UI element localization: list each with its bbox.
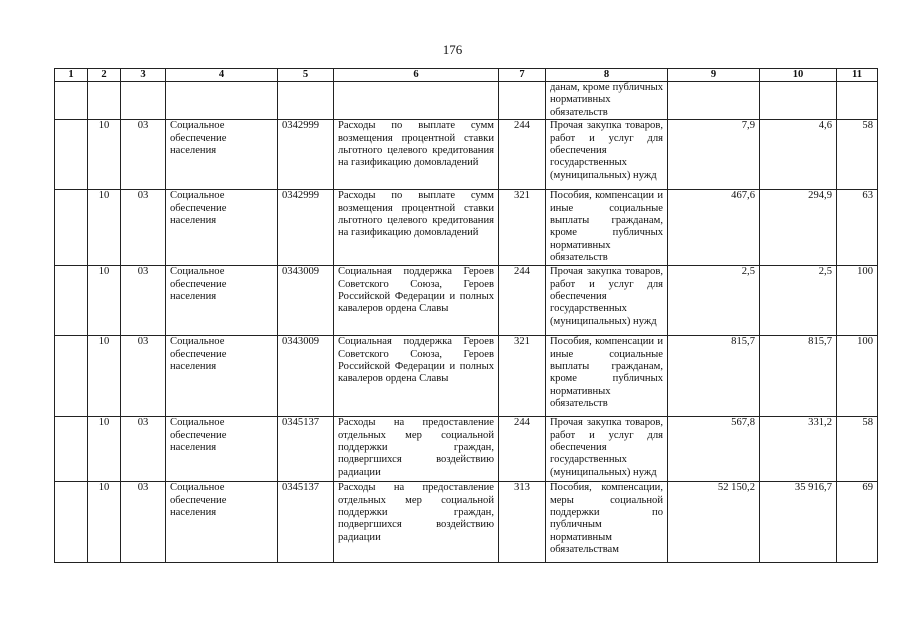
expense-code-cell: 321 — [499, 336, 546, 417]
section-cell: 10 — [88, 266, 121, 336]
expense-code-cell: 244 — [499, 417, 546, 482]
actual-value-cell: 815,7 — [760, 336, 837, 417]
column-header: 8 — [546, 69, 668, 82]
plan-value-cell: 467,6 — [668, 190, 760, 266]
table-row — [55, 266, 878, 336]
article-name-cell: Социальная поддержка Героев Советского Союза, Героев Российской Федерации и полных кавалеров ордена Славы — [334, 266, 499, 336]
column-header: 7 — [499, 69, 546, 82]
percent-cell: 58 — [837, 120, 878, 190]
target-article-cell: 0342999 — [278, 190, 334, 266]
table-row — [55, 417, 878, 482]
section-name-cell: Социальное обеспечение населения — [166, 266, 278, 336]
percent-cell: 100 — [837, 266, 878, 336]
actual-value-cell: 2,5 — [760, 266, 837, 336]
subsection-cell: 03 — [121, 482, 166, 563]
percent-cell: 58 — [837, 417, 878, 482]
section-cell: 10 — [88, 120, 121, 190]
table-cell — [55, 417, 88, 482]
section-name-cell: Социальное обеспечение населения — [166, 482, 278, 563]
table-cell — [55, 82, 88, 120]
plan-value-cell: 7,9 — [668, 120, 760, 190]
section-name-cell: Социальное обеспечение населения — [166, 336, 278, 417]
article-name-cell: Расходы по выплате сумм возмещения процентной ставки льготного целевого кредитования на газификацию домовладений — [334, 120, 499, 190]
table-cell — [837, 82, 878, 120]
column-header: 6 — [334, 69, 499, 82]
percent-cell: 69 — [837, 482, 878, 563]
table-cell — [499, 82, 546, 120]
section-cell: 10 — [88, 482, 121, 563]
section-name-cell: Социальное обеспечение населения — [166, 417, 278, 482]
expense-code-cell: 244 — [499, 266, 546, 336]
target-article-cell: 0345137 — [278, 482, 334, 563]
expense-type-cell: Прочая закупка товаров, работ и услуг для обеспечения государственных (муниципальных) нужд — [546, 120, 668, 190]
article-name-cell: Социальная поддержка Героев Советского Союза, Героев Российской Федерации и полных кавалеров ордена Славы — [334, 336, 499, 417]
percent-cell: 100 — [837, 336, 878, 417]
target-article-cell: 0343009 — [278, 266, 334, 336]
table-cell — [55, 336, 88, 417]
plan-value-cell: 2,5 — [668, 266, 760, 336]
subsection-cell: 03 — [121, 266, 166, 336]
continuation-row — [55, 82, 878, 120]
expense-type-cell: Прочая закупка товаров, работ и услуг для обеспечения государственных (муниципальных) нужд — [546, 417, 668, 482]
plan-value-cell: 52 150,2 — [668, 482, 760, 563]
plan-value-cell: 567,8 — [668, 417, 760, 482]
actual-value-cell: 294,9 — [760, 190, 837, 266]
budget-table — [54, 68, 878, 563]
table-cell — [166, 82, 278, 120]
table-cell — [760, 82, 837, 120]
expense-type-cell: данам, кроме публичных нормативных обязательств — [546, 82, 668, 120]
subsection-cell: 03 — [121, 120, 166, 190]
percent-cell: 63 — [837, 190, 878, 266]
expense-type-cell: Пособия, компенсации, меры социальной поддержки по публичным нормативным обязательствам — [546, 482, 668, 563]
article-name-cell: Расходы по выплате сумм возмещения процентной ставки льготного целевого кредитования на газификацию домовладений — [334, 190, 499, 266]
expense-code-cell: 244 — [499, 120, 546, 190]
column-header: 5 — [278, 69, 334, 82]
table-cell — [55, 190, 88, 266]
actual-value-cell: 35 916,7 — [760, 482, 837, 563]
plan-value-cell: 815,7 — [668, 336, 760, 417]
expense-type-cell: Пособия, компенсации и иные социальные выплаты гражданам, кроме публичных нормативных обязательств — [546, 190, 668, 266]
table-cell — [88, 82, 121, 120]
section-name-cell: Социальное обеспечение населения — [166, 120, 278, 190]
actual-value-cell: 331,2 — [760, 417, 837, 482]
subsection-cell: 03 — [121, 336, 166, 417]
page-number: 176 — [442, 42, 463, 57]
subsection-cell: 03 — [121, 190, 166, 266]
column-header: 2 — [88, 69, 121, 82]
expense-type-cell: Прочая закупка товаров, работ и услуг для обеспечения государственных (муниципальных) нужд — [546, 266, 668, 336]
column-header: 11 — [837, 69, 878, 82]
table-cell — [55, 482, 88, 563]
table-row — [55, 190, 878, 266]
target-article-cell: 0343009 — [278, 336, 334, 417]
table-row — [55, 120, 878, 190]
column-header: 3 — [121, 69, 166, 82]
subsection-cell: 03 — [121, 417, 166, 482]
table-row — [55, 482, 878, 563]
target-article-cell: 0342999 — [278, 120, 334, 190]
table-cell — [121, 82, 166, 120]
article-name-cell: Расходы на предоставление отдельных мер социальной поддержки граждан, подвергшихся воздействию радиации — [334, 417, 499, 482]
expense-code-cell: 321 — [499, 190, 546, 266]
section-name-cell: Социальное обеспечение населения — [166, 190, 278, 266]
table-row — [55, 336, 878, 417]
section-cell: 10 — [88, 190, 121, 266]
section-cell: 10 — [88, 336, 121, 417]
expense-type-cell: Пособия, компенсации и иные социальные выплаты гражданам, кроме публичных нормативных обязательств — [546, 336, 668, 417]
column-header: 10 — [760, 69, 837, 82]
table-cell — [278, 82, 334, 120]
table-cell — [668, 82, 760, 120]
section-cell: 10 — [88, 417, 121, 482]
table-cell — [334, 82, 499, 120]
expense-code-cell: 313 — [499, 482, 546, 563]
target-article-cell: 0345137 — [278, 417, 334, 482]
column-header: 4 — [166, 69, 278, 82]
column-header: 1 — [55, 69, 88, 82]
table-cell — [55, 120, 88, 190]
article-name-cell: Расходы на предоставление отдельных мер социальной поддержки граждан, подвергшихся воздействию радиации — [334, 482, 499, 563]
actual-value-cell: 4,6 — [760, 120, 837, 190]
table-cell — [55, 266, 88, 336]
column-header: 9 — [668, 69, 760, 82]
header-row — [55, 69, 878, 82]
